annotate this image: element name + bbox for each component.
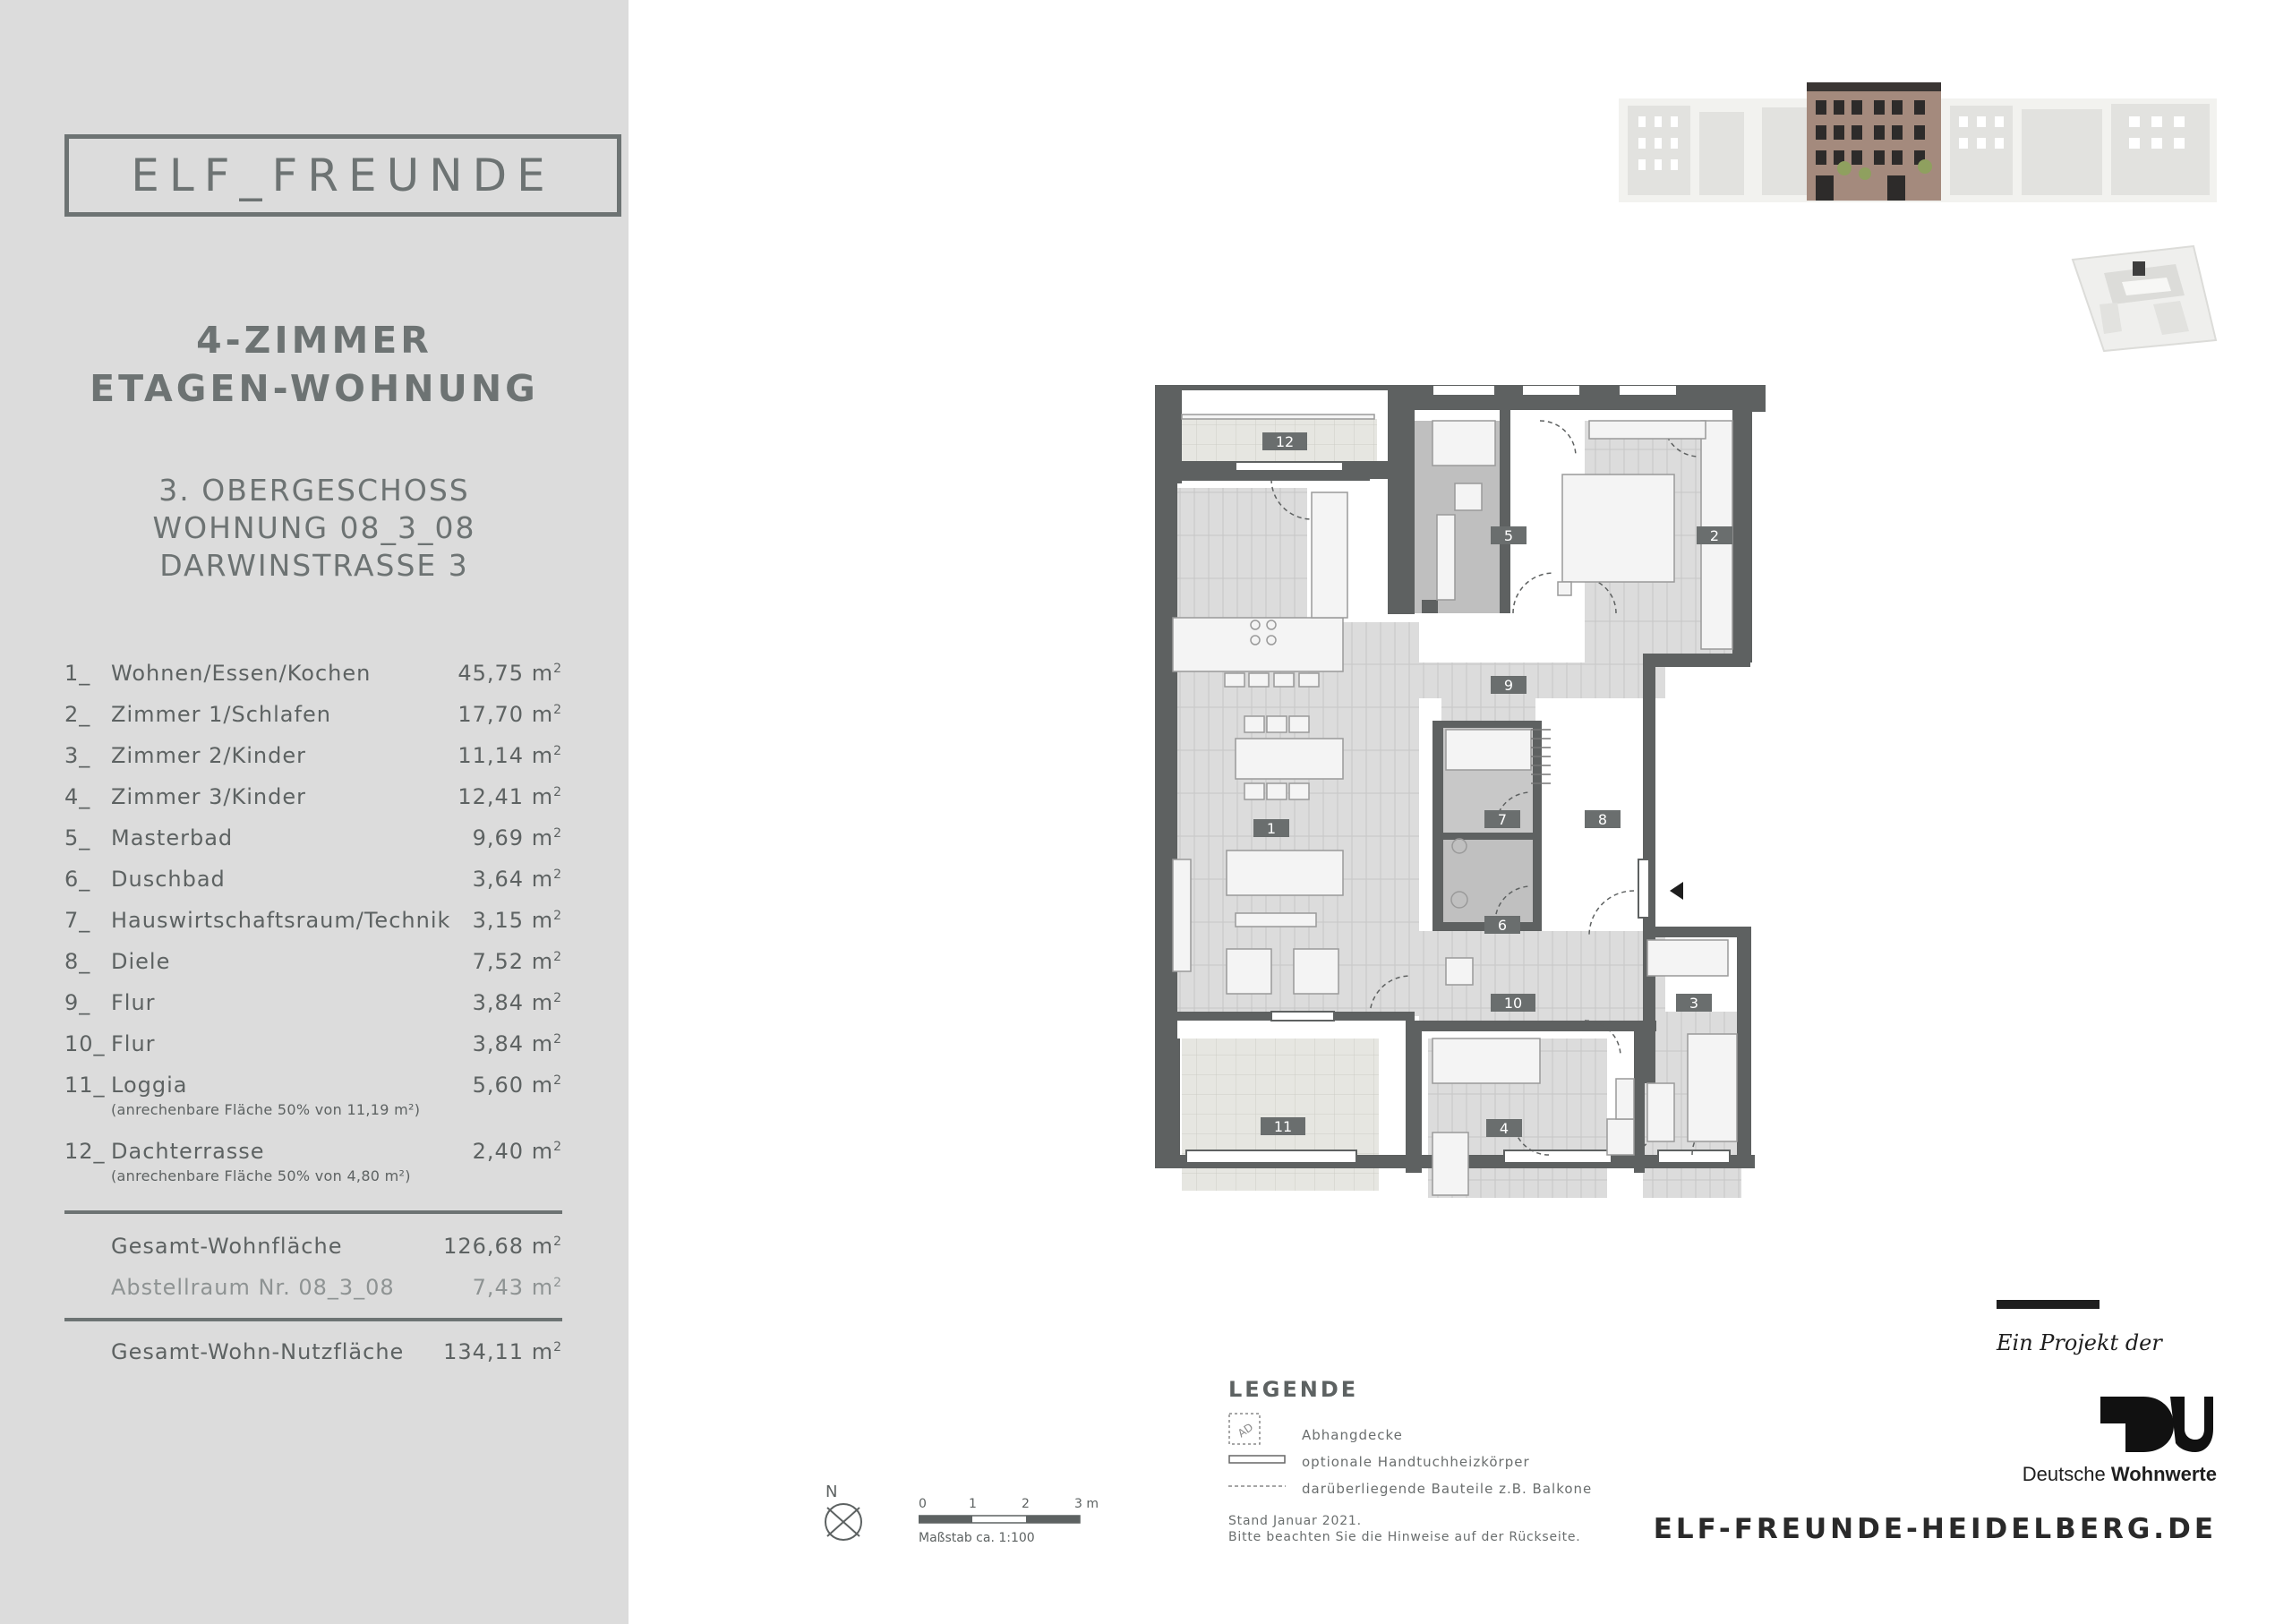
overhead-elements-symbol-icon xyxy=(1228,1484,1286,1488)
room-label-10: 10 xyxy=(1503,995,1523,1012)
room-number: 5_ xyxy=(64,825,91,850)
total-usable-area: 134,11 $m^2$ xyxy=(443,1339,562,1364)
legend-symbol-ad: AD xyxy=(1235,1420,1256,1440)
brand-logo xyxy=(64,134,621,217)
room-number: 2_ xyxy=(64,702,91,727)
room-area: 5,60 $m^2$ xyxy=(472,1073,562,1098)
room-name: Wohnen/Essen/Kochen xyxy=(111,661,372,686)
room-label-7: 7 xyxy=(1497,811,1508,828)
room-row xyxy=(64,1073,562,1139)
room-number: 8_ xyxy=(64,949,91,974)
room-number: 6_ xyxy=(64,867,91,892)
room-area: 2,40 $m^2$ xyxy=(472,1139,562,1164)
room-row xyxy=(64,949,562,990)
room-area: 3,84 $m^2$ xyxy=(472,990,562,1015)
room-label-11: 11 xyxy=(1273,1118,1293,1135)
room-note: (anrechenbare Fläche 50% von 4,80 m²) xyxy=(111,1167,411,1184)
room-area: 12,41 $m^2$ xyxy=(458,784,562,809)
scale-bar xyxy=(919,1515,1083,1524)
room-name: Flur xyxy=(111,990,156,1015)
room-name: Zimmer 2/Kinder xyxy=(111,743,306,768)
divider xyxy=(64,1318,562,1321)
divider xyxy=(64,1210,562,1214)
room-name: Zimmer 3/Kinder xyxy=(111,784,306,809)
developer-name: Deutsche Wohnwerte xyxy=(2022,1463,2217,1485)
room-name: Diele xyxy=(111,949,171,974)
legend-item-towel-radiator: optionale Handtuchheizkörper xyxy=(1302,1454,1530,1470)
room-label-6: 6 xyxy=(1497,917,1508,934)
website-url: ELF-FREUNDE-HEIDELBERG.DE xyxy=(1653,1513,2217,1545)
apartment-type-line2: ETAGEN-WOHNUNG xyxy=(90,367,539,410)
storage-label: Abstellraum Nr. 08_3_08 xyxy=(111,1275,395,1300)
room-area: 9,69 $m^2$ xyxy=(472,825,562,850)
room-number: 10_ xyxy=(64,1031,106,1056)
developer-intro: Ein Projekt der xyxy=(1997,1330,2162,1355)
room-area: 11,14 $m^2$ xyxy=(458,743,562,768)
entrance-arrow-icon xyxy=(1670,882,1683,900)
total-living-label: Gesamt-Wohnfläche xyxy=(111,1234,343,1259)
unit-label: WOHNUNG 08_3_08 xyxy=(152,510,476,545)
north-letter: N xyxy=(825,1483,838,1501)
apartment-type-line1: 4-ZIMMER xyxy=(196,319,432,362)
room-row xyxy=(64,825,562,867)
address-label: DARWINSTRASSE 3 xyxy=(159,548,469,583)
room-number: 4_ xyxy=(64,784,91,809)
total-living-area: 126,68 $m^2$ xyxy=(443,1234,562,1259)
legend-item-suspended-ceiling: Abhangdecke xyxy=(1302,1427,1403,1443)
room-name: Masterbad xyxy=(111,825,234,850)
floor-label: 3. OBERGESCHOSS xyxy=(158,473,470,508)
room-row xyxy=(64,743,562,784)
room-row xyxy=(64,784,562,825)
room-number: 7_ xyxy=(64,908,91,933)
site-plan-image xyxy=(2068,242,2220,354)
room-area: 45,75 $m^2$ xyxy=(458,661,562,686)
room-name: Flur xyxy=(111,1031,156,1056)
legend-title: LEGENDE xyxy=(1228,1377,1359,1402)
room-row xyxy=(64,1031,562,1073)
storage-area: 7,43 $m^2$ xyxy=(472,1275,562,1300)
room-note: (anrechenbare Fläche 50% von 11,19 m²) xyxy=(111,1101,421,1118)
room-area: 3,15 $m^2$ xyxy=(472,908,562,933)
room-label-3: 3 xyxy=(1689,995,1699,1012)
suspended-ceiling-symbol-icon xyxy=(1228,1413,1261,1445)
floor-plan xyxy=(1137,385,1791,1235)
room-label-1: 1 xyxy=(1266,820,1277,837)
room-area: 7,52 $m^2$ xyxy=(472,949,562,974)
room-label-9: 9 xyxy=(1503,677,1514,694)
developer-accent-bar xyxy=(1997,1300,2100,1309)
room-label-12: 12 xyxy=(1275,433,1295,450)
room-number: 3_ xyxy=(64,743,91,768)
total-usable-label: Gesamt-Wohn-Nutzfläche xyxy=(111,1339,405,1364)
room-name: Hauswirtschaftsraum/Technik xyxy=(111,908,451,933)
logo-text: ELF_FREUNDE xyxy=(131,150,555,201)
room-row xyxy=(64,661,562,702)
scale-tick-2: 2 xyxy=(1022,1497,1030,1511)
room-name: Zimmer 1/Schlafen xyxy=(111,702,331,727)
room-row xyxy=(64,867,562,908)
room-number: 1_ xyxy=(64,661,91,686)
scale-tick-1: 1 xyxy=(969,1497,977,1511)
room-number: 11_ xyxy=(64,1073,106,1098)
legend-stand-date: Stand Januar 2021. xyxy=(1228,1514,1362,1528)
room-label-5: 5 xyxy=(1503,527,1514,544)
room-area: 3,64 $m^2$ xyxy=(472,867,562,892)
room-list xyxy=(64,661,562,1205)
room-row xyxy=(64,990,562,1031)
info-sidebar xyxy=(0,0,629,1624)
scale-caption: Maßstab ca. 1:100 xyxy=(919,1531,1035,1545)
deutsche-wohnwerte-logo-icon xyxy=(2099,1393,2215,1456)
room-name: Loggia xyxy=(111,1073,188,1098)
room-label-4: 4 xyxy=(1499,1120,1509,1137)
room-number: 9_ xyxy=(64,990,91,1015)
building-elevation-image xyxy=(1619,81,2217,202)
north-arrow-icon xyxy=(817,1483,870,1545)
room-number: 12_ xyxy=(64,1139,106,1164)
towel-radiator-symbol-icon xyxy=(1228,1454,1286,1465)
room-row xyxy=(64,1139,562,1205)
room-label-2: 2 xyxy=(1709,527,1720,544)
scale-tick-0: 0 xyxy=(919,1497,927,1511)
room-name: Dachterrasse xyxy=(111,1139,265,1164)
legend-item-overhead-elements: darüberliegende Bauteile z.B. Balkone xyxy=(1302,1481,1593,1497)
room-area: 17,70 $m^2$ xyxy=(458,702,562,727)
room-label-8: 8 xyxy=(1597,811,1608,828)
room-row xyxy=(64,908,562,949)
room-area: 3,84 $m^2$ xyxy=(472,1031,562,1056)
room-row xyxy=(64,702,562,743)
legend-stand-note: Bitte beachten Sie die Hinweise auf der Rückseite. xyxy=(1228,1530,1581,1544)
room-name: Duschbad xyxy=(111,867,226,892)
scale-tick-3: 3 m xyxy=(1074,1497,1099,1511)
